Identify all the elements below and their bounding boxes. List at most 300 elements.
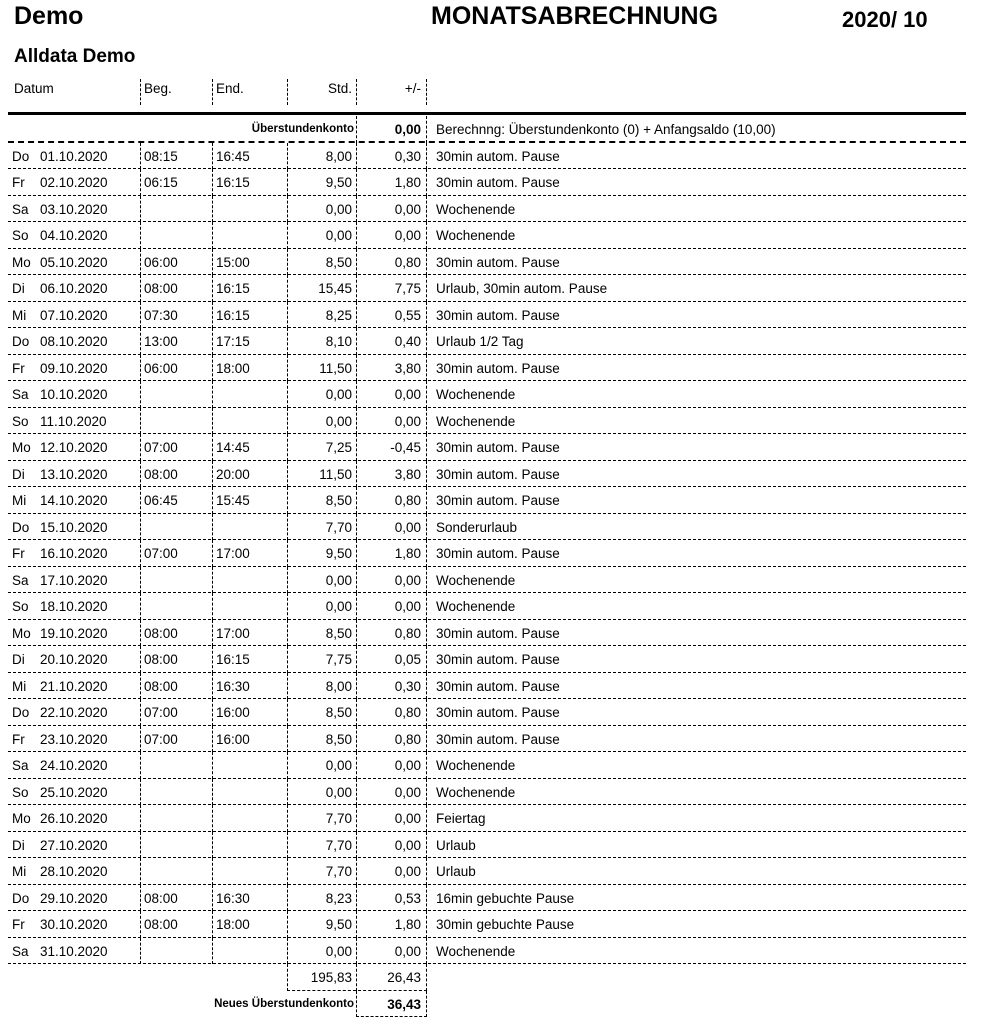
begin-time-cell [144, 567, 210, 594]
table-row [8, 408, 966, 435]
begin-time-cell: 06:15 [144, 175, 178, 190]
weekday-cell: Mo [12, 254, 31, 270]
table-row [8, 567, 966, 594]
table-row [8, 275, 966, 302]
col-separator [287, 964, 288, 991]
begin-time-cell: 08:15 [144, 148, 178, 164]
col-separator [356, 938, 357, 965]
col-separator [140, 143, 141, 170]
diff-cell: 3,80 [394, 466, 421, 482]
col-separator [287, 938, 288, 965]
diff-cell: 0,00 [394, 572, 421, 588]
note-cell: 16min gebuchte Pause [436, 890, 575, 906]
end-time-cell [216, 752, 282, 779]
begin-time-cell [144, 752, 210, 779]
col-separator [140, 222, 141, 249]
col-separator [356, 832, 357, 859]
diff-cell: -0,45 [390, 440, 421, 455]
note-cell: 30min autom. Pause [436, 625, 560, 641]
weekday-cell: Sa [12, 201, 29, 217]
table-row [8, 143, 966, 170]
col-separator [356, 885, 357, 912]
employee-name: Alldata Demo [14, 46, 136, 67]
diff-cell: 0,00 [394, 413, 421, 429]
col-separator [140, 779, 141, 806]
end-time-cell [216, 222, 282, 249]
begin-time-cell: 08:00 [144, 466, 178, 482]
diff-cell: 0,00 [394, 758, 421, 773]
col-separator [426, 805, 427, 832]
diff-cell: 0,30 [394, 148, 421, 164]
note-cell: Feiertag [436, 811, 486, 826]
begin-time-cell: 07:00 [144, 705, 178, 720]
col-separator [140, 726, 141, 753]
col-separator [426, 514, 427, 541]
diff-cell: 0,00 [394, 837, 421, 853]
col-separator [140, 461, 141, 488]
col-separator [426, 328, 427, 355]
col-separator [426, 116, 427, 143]
col-separator [212, 726, 213, 753]
col-separator [426, 779, 427, 806]
weekday-cell: Mi [12, 678, 27, 694]
weekday-cell: Sa [12, 387, 29, 402]
col-separator [287, 567, 288, 594]
diff-cell: 0,00 [394, 228, 421, 243]
col-separator [212, 169, 213, 196]
hours-cell: 0,00 [325, 387, 352, 402]
col-separator [287, 79, 288, 105]
col-separator [140, 302, 141, 329]
col-separator [287, 196, 288, 223]
col-separator [356, 699, 357, 726]
diff-cell: 0,80 [394, 493, 421, 508]
table-row [8, 461, 966, 488]
begin-time-cell [144, 805, 210, 832]
weekday-cell: Sa [12, 943, 29, 959]
note-cell: 30min autom. Pause [436, 440, 560, 455]
table-row [8, 196, 966, 223]
note-cell: 30min autom. Pause [436, 254, 560, 270]
hours-cell: 8,50 [325, 254, 352, 270]
col-separator [356, 779, 357, 806]
date-cell: 02.10.2020 [40, 175, 108, 190]
col-separator [212, 911, 213, 938]
table-row [8, 885, 966, 912]
col-separator [212, 779, 213, 806]
col-separator [356, 540, 357, 567]
diff-cell: 3,80 [394, 360, 421, 376]
end-time-cell [216, 832, 282, 859]
date-cell: 26.10.2020 [40, 811, 108, 826]
note-cell: Wochenende [436, 599, 516, 614]
col-header-beg: Beg. [144, 81, 172, 96]
col-separator [140, 487, 141, 514]
begin-time-cell: 08:00 [144, 678, 178, 694]
hours-cell: 8,25 [325, 307, 352, 323]
end-time-cell [216, 593, 282, 620]
note-cell: 30min autom. Pause [436, 652, 560, 667]
table-row [8, 620, 966, 647]
diff-cell: 0,80 [394, 731, 421, 747]
col-separator [212, 143, 213, 170]
col-separator [426, 964, 427, 991]
diff-cell: 0,05 [394, 652, 421, 667]
end-time-cell: 16:00 [216, 731, 250, 747]
date-cell: 21.10.2020 [40, 678, 108, 694]
table-row [8, 540, 966, 567]
col-separator [212, 328, 213, 355]
date-cell: 15.10.2020 [40, 519, 108, 535]
col-separator [356, 911, 357, 938]
begin-time-cell: 08:00 [144, 652, 178, 667]
table-row [8, 699, 966, 726]
begin-time-cell: 08:00 [144, 281, 178, 296]
begin-time-cell [144, 938, 210, 965]
note-cell: Wochenende [436, 758, 516, 773]
note-cell: 30min autom. Pause [436, 307, 560, 323]
weekday-cell: Di [12, 652, 25, 667]
diff-cell: 0,00 [394, 387, 421, 402]
end-time-cell: 16:30 [216, 890, 250, 906]
weekday-cell: Fr [12, 917, 25, 932]
hours-cell: 0,00 [325, 413, 352, 429]
note-cell: Wochenende [436, 387, 516, 402]
note-cell: Urlaub [436, 837, 476, 853]
col-separator [426, 938, 427, 965]
col-separator [140, 249, 141, 276]
end-time-cell: 15:00 [216, 254, 250, 270]
col-separator [356, 646, 357, 673]
col-separator [287, 275, 288, 302]
date-cell: 07.10.2020 [40, 307, 108, 323]
date-cell: 25.10.2020 [40, 784, 108, 800]
note-cell: 30min autom. Pause [436, 546, 560, 561]
begin-time-cell [144, 408, 210, 435]
date-cell: 09.10.2020 [40, 360, 108, 376]
date-cell: 03.10.2020 [40, 201, 108, 217]
hours-cell: 8,50 [325, 731, 352, 747]
col-separator [140, 567, 141, 594]
col-separator [426, 461, 427, 488]
col-separator [426, 567, 427, 594]
weekday-cell: Sa [12, 758, 29, 773]
col-separator [212, 805, 213, 832]
col-separator [140, 169, 141, 196]
end-time-cell: 16:15 [216, 652, 250, 667]
diff-cell: 0,00 [394, 943, 421, 959]
col-separator [140, 832, 141, 859]
col-separator [140, 196, 141, 223]
date-cell: 19.10.2020 [40, 625, 108, 641]
date-cell: 14.10.2020 [40, 493, 108, 508]
col-separator [426, 911, 427, 938]
col-separator [426, 752, 427, 779]
diff-cell: 7,75 [394, 281, 421, 296]
col-header-std: Std. [327, 81, 352, 96]
col-separator [287, 832, 288, 859]
begin-time-cell [144, 514, 210, 541]
weekday-cell: Mi [12, 307, 27, 323]
col-separator [287, 911, 288, 938]
col-separator [212, 858, 213, 885]
col-separator [426, 991, 427, 1018]
col-separator [356, 222, 357, 249]
col-separator [287, 328, 288, 355]
end-time-cell: 20:00 [216, 466, 250, 482]
col-separator [140, 408, 141, 435]
col-separator [356, 79, 357, 105]
col-separator [356, 143, 357, 170]
col-separator [356, 991, 357, 1018]
col-separator [287, 143, 288, 170]
col-separator [426, 275, 427, 302]
weekday-cell: Do [12, 890, 30, 906]
account-start-row [8, 116, 966, 143]
col-separator [212, 699, 213, 726]
col-separator [140, 911, 141, 938]
col-separator [426, 355, 427, 382]
date-cell: 05.10.2020 [40, 254, 108, 270]
col-separator [287, 169, 288, 196]
diff-cell: 0,30 [394, 678, 421, 694]
col-separator [212, 832, 213, 859]
date-cell: 29.10.2020 [40, 890, 108, 906]
row-divider [356, 1016, 427, 1017]
col-separator [212, 673, 213, 700]
col-separator [356, 805, 357, 832]
col-separator [140, 79, 141, 105]
col-separator [212, 275, 213, 302]
col-separator [140, 328, 141, 355]
note-cell: Urlaub [436, 864, 476, 879]
table-row [8, 328, 966, 355]
hours-cell: 8,00 [325, 148, 352, 164]
table-row [8, 249, 966, 276]
hours-cell: 0,00 [325, 599, 352, 614]
note-cell: 30min autom. Pause [436, 731, 560, 747]
date-cell: 27.10.2020 [40, 837, 108, 853]
col-separator [426, 196, 427, 223]
table-row [8, 487, 966, 514]
col-separator [212, 196, 213, 223]
diff-cell: 0,00 [394, 784, 421, 800]
col-separator [356, 673, 357, 700]
end-time-cell [216, 514, 282, 541]
hours-cell: 9,50 [325, 546, 352, 561]
account-start-value: 0,00 [394, 122, 421, 137]
col-separator [212, 355, 213, 382]
col-separator [356, 381, 357, 408]
date-cell: 08.10.2020 [40, 334, 108, 349]
report-title: MONATSABRECHNUNG [431, 2, 719, 30]
note-cell: Wochenende [436, 413, 516, 429]
table-row [8, 593, 966, 620]
table-row [8, 514, 966, 541]
col-separator [287, 249, 288, 276]
col-separator [140, 355, 141, 382]
col-separator [287, 434, 288, 461]
end-time-cell: 16:15 [216, 281, 250, 296]
date-cell: 13.10.2020 [40, 466, 108, 482]
hours-cell: 7,75 [325, 652, 352, 667]
col-separator [356, 328, 357, 355]
col-separator [140, 885, 141, 912]
note-cell: Wochenende [436, 201, 516, 217]
diff-cell: 0,40 [394, 334, 421, 349]
date-cell: 16.10.2020 [40, 546, 108, 561]
date-cell: 28.10.2020 [40, 864, 108, 879]
col-separator [356, 514, 357, 541]
begin-time-cell: 07:30 [144, 307, 178, 323]
col-separator [356, 964, 357, 991]
col-separator [212, 620, 213, 647]
end-time-cell: 18:00 [216, 360, 250, 376]
end-time-cell [216, 858, 282, 885]
table-row [8, 222, 966, 249]
col-separator [287, 487, 288, 514]
end-time-cell [216, 779, 282, 806]
diff-cell: 1,80 [394, 546, 421, 561]
hours-cell: 11,50 [319, 466, 352, 482]
table-row [8, 646, 966, 673]
table-row [8, 832, 966, 859]
begin-time-cell [144, 832, 210, 859]
diff-cell: 0,80 [394, 625, 421, 641]
diff-cell: 0,00 [394, 811, 421, 826]
col-separator [426, 726, 427, 753]
col-separator [356, 249, 357, 276]
weekday-cell: Mo [12, 625, 31, 641]
col-separator [212, 461, 213, 488]
date-cell: 11.10.2020 [40, 413, 107, 429]
hours-cell: 7,70 [325, 864, 352, 879]
table-row [8, 169, 966, 196]
col-separator [426, 646, 427, 673]
hours-cell: 8,50 [325, 705, 352, 720]
hours-cell: 7,25 [325, 440, 352, 455]
table-row [8, 434, 966, 461]
weekday-cell: Do [12, 148, 30, 164]
diff-cell: 0,00 [394, 599, 421, 614]
col-separator [426, 222, 427, 249]
begin-time-cell: 08:00 [144, 890, 178, 906]
account-end-label: Neues Überstundenkonto [214, 997, 354, 1010]
col-separator [356, 593, 357, 620]
col-separator [212, 646, 213, 673]
col-separator [140, 593, 141, 620]
col-separator [426, 169, 427, 196]
col-separator [140, 540, 141, 567]
end-time-cell [216, 408, 282, 435]
date-cell: 12.10.2020 [40, 440, 108, 455]
col-separator [356, 196, 357, 223]
diff-cell: 0,80 [394, 254, 421, 270]
col-separator [140, 752, 141, 779]
hours-cell: 11,50 [319, 360, 352, 376]
account-start-label: Überstundenkonto [251, 123, 354, 135]
col-separator [356, 858, 357, 885]
total-hours: 195,83 [310, 970, 352, 985]
col-separator [140, 514, 141, 541]
col-header-diff: +/- [404, 81, 421, 96]
totals-row [8, 964, 966, 991]
date-cell: 06.10.2020 [40, 281, 108, 296]
col-separator [426, 699, 427, 726]
hours-cell: 8,50 [325, 493, 352, 508]
col-separator [426, 885, 427, 912]
col-separator [426, 302, 427, 329]
end-time-cell [216, 196, 282, 223]
hours-cell: 0,00 [325, 228, 352, 243]
end-time-cell: 15:45 [216, 493, 250, 508]
account-end-row [8, 991, 966, 1018]
hours-cell: 7,70 [325, 519, 352, 535]
account-start-note: Berechnng: Überstundenkonto (0) + Anfangsaldo (10,00) [436, 122, 776, 137]
col-separator [287, 540, 288, 567]
col-separator [140, 699, 141, 726]
hours-cell: 0,00 [325, 201, 352, 217]
begin-time-cell: 06:00 [144, 360, 178, 376]
col-separator [287, 805, 288, 832]
end-time-cell: 16:45 [216, 148, 250, 164]
col-separator [356, 355, 357, 382]
begin-time-cell [144, 196, 210, 223]
date-cell: 20.10.2020 [40, 652, 108, 667]
col-separator [426, 540, 427, 567]
weekday-cell: Mo [12, 440, 31, 455]
diff-cell: 0,80 [394, 705, 421, 720]
col-separator [140, 381, 141, 408]
table-row [8, 726, 966, 753]
weekday-cell: Di [12, 281, 25, 296]
col-separator [426, 858, 427, 885]
col-separator [356, 487, 357, 514]
col-separator [287, 620, 288, 647]
hours-cell: 0,00 [325, 943, 352, 959]
col-separator [140, 673, 141, 700]
end-time-cell [216, 938, 282, 965]
hours-cell: 8,50 [325, 625, 352, 641]
col-separator [287, 779, 288, 806]
begin-time-cell: 06:45 [144, 493, 178, 508]
col-separator [426, 434, 427, 461]
note-cell: 30min autom. Pause [436, 175, 560, 190]
date-cell: 22.10.2020 [40, 705, 108, 720]
date-cell: 18.10.2020 [40, 599, 108, 614]
note-cell: 30min autom. Pause [436, 360, 560, 376]
col-separator [356, 752, 357, 779]
end-time-cell: 14:45 [216, 440, 250, 455]
col-separator [140, 805, 141, 832]
col-separator [287, 408, 288, 435]
date-cell: 17.10.2020 [40, 572, 108, 588]
hours-cell: 7,70 [325, 811, 352, 826]
weekday-cell: Sa [12, 572, 29, 588]
col-separator [287, 222, 288, 249]
end-time-cell: 17:00 [216, 546, 250, 561]
weekday-cell: Fr [12, 175, 25, 190]
hours-cell: 0,00 [325, 784, 352, 800]
table-row [8, 381, 966, 408]
weekday-cell: Fr [12, 360, 25, 376]
begin-time-cell: 06:00 [144, 254, 178, 270]
begin-time-cell: 08:00 [144, 625, 178, 641]
note-cell: 30min autom. Pause [436, 493, 560, 508]
col-separator [356, 461, 357, 488]
col-separator [140, 938, 141, 965]
hours-cell: 7,70 [325, 837, 352, 853]
